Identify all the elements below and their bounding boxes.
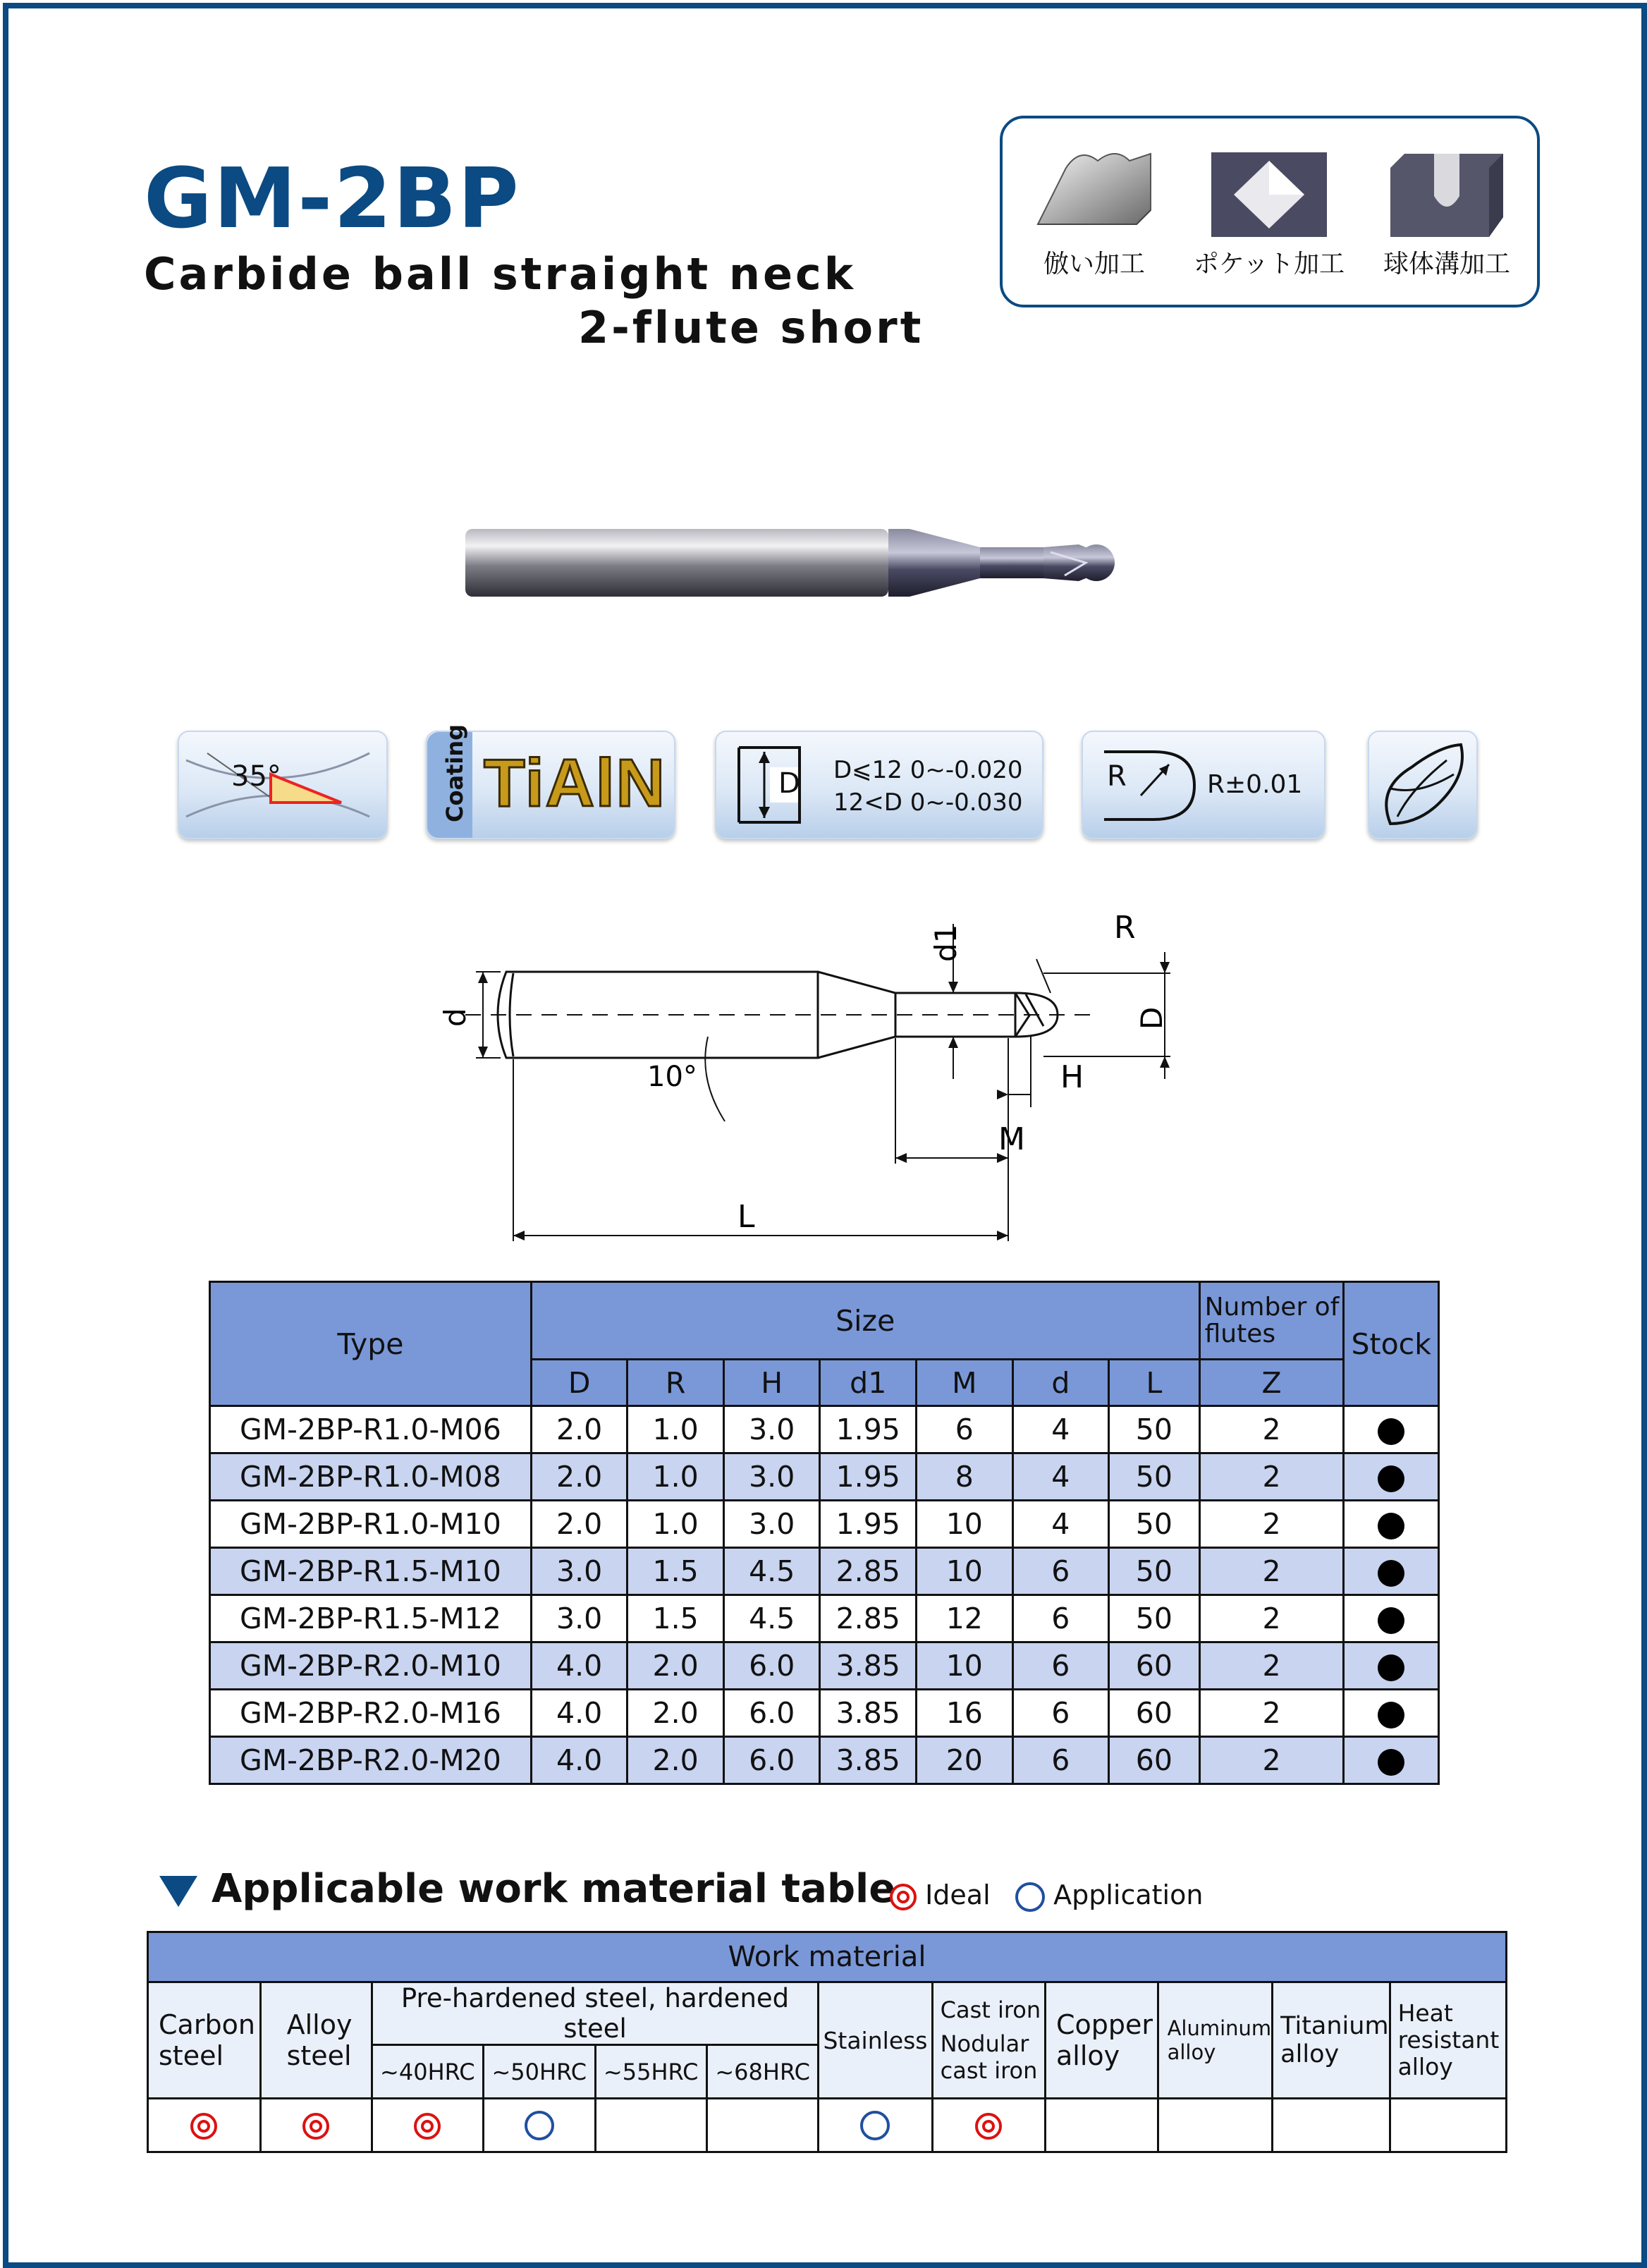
- cell-R: 2.0: [627, 1642, 724, 1690]
- cell-R: 1.0: [627, 1453, 724, 1501]
- cell-d1: 3.85: [820, 1642, 917, 1690]
- diameter-tolerance-line1: D⩽12 0~-0.020: [833, 756, 1023, 784]
- process-ball-groove-label: 球体溝加工: [1383, 250, 1510, 279]
- cell-M: 10: [917, 1501, 1013, 1548]
- cell-M: 20: [917, 1737, 1013, 1784]
- cell-type: GM-2BP-R1.5-M12: [210, 1595, 532, 1642]
- process-box: [1000, 116, 1540, 307]
- process-ball-groove: [1362, 147, 1531, 280]
- diagram-m-label: M: [998, 1121, 1025, 1157]
- stock-dot-icon: [1378, 1654, 1404, 1681]
- rating-row: [148, 2099, 1507, 2152]
- legend-application: [1015, 1879, 1203, 1912]
- rating-cell: [706, 2099, 818, 2152]
- product-subtitle-line1: Carbide ball straight neck: [144, 248, 856, 300]
- cast-iron-label: Cast iron: [940, 1996, 1041, 2023]
- cell-H: 6.0: [723, 1737, 820, 1784]
- cell-d1: 3.85: [820, 1690, 917, 1737]
- process-pocket-label: ポケット加工: [1193, 250, 1345, 279]
- ideal-icon: [975, 2113, 1002, 2140]
- stock-header: Stock: [1344, 1282, 1439, 1406]
- dimension-diagram: [423, 910, 1199, 1248]
- profiling-icon: [1031, 147, 1158, 238]
- legend-application-label: Application: [1053, 1879, 1204, 1910]
- work-material-header: Work material: [148, 1932, 1507, 1982]
- cell-d1: 2.85: [820, 1595, 917, 1642]
- radius-tolerance-badge: [1082, 731, 1325, 839]
- spec-table: [209, 1281, 1440, 1785]
- size-header: Size: [531, 1282, 1199, 1360]
- cell-R: 1.5: [627, 1595, 724, 1642]
- cell-d1: 2.85: [820, 1548, 917, 1595]
- diagram-h-label: H: [1060, 1059, 1084, 1095]
- process-profiling: [1010, 147, 1179, 280]
- cell-M: 8: [917, 1453, 1013, 1501]
- col-L: L: [1109, 1360, 1200, 1406]
- cell-d: 6: [1012, 1548, 1109, 1595]
- rating-cell: [932, 2099, 1045, 2152]
- ideal-icon: [414, 2113, 441, 2140]
- product-title: GM-2BP: [144, 150, 520, 247]
- cell-Z: 2: [1199, 1406, 1344, 1453]
- material-table: [147, 1931, 1507, 2153]
- table-row: [210, 1737, 1439, 1784]
- diagram-angle-label: 10°: [647, 1061, 697, 1093]
- diagram-r-label: R: [1114, 910, 1136, 946]
- flutes-header: Number of flutes: [1199, 1282, 1344, 1360]
- ideal-icon: [190, 2113, 217, 2140]
- diameter-icon: [723, 732, 815, 838]
- cell-stock: [1344, 1548, 1439, 1595]
- cell-H: 6.0: [723, 1690, 820, 1737]
- copper-alloy-label: Copper alloy: [1046, 1982, 1158, 2099]
- cell-stock: [1344, 1453, 1439, 1501]
- cell-H: 3.0: [723, 1453, 820, 1501]
- table-row: [210, 1548, 1439, 1595]
- cell-D: 3.0: [531, 1595, 627, 1642]
- cell-M: 12: [917, 1595, 1013, 1642]
- flute-shape-icon: [1369, 732, 1476, 838]
- stock-dot-icon: [1378, 1560, 1404, 1587]
- cell-d: 6: [1012, 1642, 1109, 1690]
- ideal-icon: [302, 2113, 329, 2140]
- cell-L: 50: [1109, 1501, 1200, 1548]
- coating-label: Coating: [441, 724, 468, 822]
- stock-dot-icon: [1378, 1465, 1404, 1492]
- pocket-icon: [1206, 147, 1333, 238]
- section-triangle-icon: [159, 1876, 197, 1908]
- cell-type: GM-2BP-R2.0-M10: [210, 1642, 532, 1690]
- cell-L: 50: [1109, 1406, 1200, 1453]
- col-H: H: [723, 1360, 820, 1406]
- col-d: d: [1012, 1360, 1109, 1406]
- cast-iron-cell: [932, 1982, 1045, 2099]
- product-subtitle-line2: 2-flute short: [578, 302, 924, 353]
- cell-d: 6: [1012, 1737, 1109, 1784]
- table-row: [210, 1406, 1439, 1453]
- cell-R: 1.0: [627, 1406, 724, 1453]
- legend-ideal-label: Ideal: [925, 1879, 991, 1910]
- rating-cell: [1046, 2099, 1158, 2152]
- stock-dot-icon: [1378, 1702, 1404, 1729]
- cell-R: 1.5: [627, 1548, 724, 1595]
- cell-H: 6.0: [723, 1642, 820, 1690]
- cell-d: 4: [1012, 1453, 1109, 1501]
- col-D: D: [531, 1360, 627, 1406]
- cell-d1: 3.85: [820, 1737, 917, 1784]
- table-row: [210, 1595, 1439, 1642]
- hrc-50: ~50HRC: [484, 2045, 595, 2099]
- cell-H: 3.0: [723, 1501, 820, 1548]
- helix-angle-icon: [179, 732, 386, 838]
- type-header: Type: [210, 1282, 532, 1406]
- coating-badge: [426, 724, 675, 839]
- cell-L: 50: [1109, 1595, 1200, 1642]
- cell-Z: 2: [1199, 1690, 1344, 1737]
- cell-M: 6: [917, 1406, 1013, 1453]
- cell-Z: 2: [1199, 1548, 1344, 1595]
- cell-D: 4.0: [531, 1690, 627, 1737]
- radius-symbol: R: [1107, 760, 1127, 793]
- ball-groove-icon: [1383, 147, 1510, 238]
- cell-d: 4: [1012, 1501, 1109, 1548]
- cell-D: 4.0: [531, 1642, 627, 1690]
- stock-dot-icon: [1378, 1749, 1404, 1776]
- cell-type: GM-2BP-R2.0-M20: [210, 1737, 532, 1784]
- cell-d: 6: [1012, 1595, 1109, 1642]
- table-row: [210, 1690, 1439, 1737]
- heat-resistant-alloy-label: Heat resistant alloy: [1390, 1982, 1506, 2099]
- cell-stock: [1344, 1595, 1439, 1642]
- cell-L: 50: [1109, 1453, 1200, 1501]
- cell-M: 16: [917, 1690, 1013, 1737]
- stock-dot-icon: [1378, 1418, 1404, 1445]
- diagram-d-label: d: [438, 1008, 472, 1027]
- cell-D: 4.0: [531, 1737, 627, 1784]
- nodular-cast-iron-label: Nodular cast iron: [940, 2030, 1038, 2084]
- helix-angle-value: 35°: [231, 760, 281, 793]
- application-icon: [1015, 1882, 1045, 1912]
- cell-R: 1.0: [627, 1501, 724, 1548]
- cell-R: 2.0: [627, 1690, 724, 1737]
- cell-stock: [1344, 1501, 1439, 1548]
- flute-shape-badge: [1368, 731, 1478, 839]
- rating-cell: [595, 2099, 706, 2152]
- diagram-l-label: L: [737, 1199, 755, 1235]
- diameter-tolerance-line2: 12<D 0~-0.030: [833, 788, 1023, 817]
- diagram-big-d-label: D: [1134, 1006, 1169, 1030]
- rating-cell: [260, 2099, 372, 2152]
- table-row: [210, 1642, 1439, 1690]
- hrc-68: ~68HRC: [706, 2045, 818, 2099]
- cell-d1: 1.95: [820, 1406, 917, 1453]
- application-icon: [525, 2111, 554, 2140]
- cell-L: 50: [1109, 1548, 1200, 1595]
- hrc-55: ~55HRC: [595, 2045, 706, 2099]
- cell-type: GM-2BP-R1.5-M10: [210, 1548, 532, 1595]
- cell-d: 4: [1012, 1406, 1109, 1453]
- rating-cell: [372, 2099, 483, 2152]
- rating-cell: [1390, 2099, 1506, 2152]
- coating-name: TiAlN: [484, 745, 666, 821]
- diagram-d1-label: d1: [929, 924, 963, 962]
- cell-type: GM-2BP-R2.0-M16: [210, 1690, 532, 1737]
- col-R: R: [627, 1360, 724, 1406]
- stock-dot-icon: [1378, 1513, 1404, 1540]
- cell-D: 2.0: [531, 1453, 627, 1501]
- process-profiling-label: 倣い加工: [1043, 250, 1145, 279]
- helix-angle-badge: [178, 731, 388, 839]
- rating-cell: [1158, 2099, 1273, 2152]
- stainless-label: Stainless: [819, 1982, 932, 2099]
- cell-type: GM-2BP-R1.0-M06: [210, 1406, 532, 1453]
- cell-Z: 2: [1199, 1595, 1344, 1642]
- cell-stock: [1344, 1406, 1439, 1453]
- table-row: [210, 1453, 1439, 1501]
- cell-stock: [1344, 1642, 1439, 1690]
- process-pocket: [1184, 147, 1354, 280]
- cell-M: 10: [917, 1642, 1013, 1690]
- col-M: M: [917, 1360, 1013, 1406]
- cell-D: 2.0: [531, 1406, 627, 1453]
- material-section-title: Applicable work material table: [212, 1866, 896, 1912]
- cell-stock: [1344, 1690, 1439, 1737]
- tool-photo: [458, 520, 1192, 605]
- stock-dot-icon: [1378, 1607, 1404, 1634]
- cell-d1: 1.95: [820, 1501, 917, 1548]
- cell-H: 4.5: [723, 1548, 820, 1595]
- cell-d: 6: [1012, 1690, 1109, 1737]
- cell-H: 4.5: [723, 1595, 820, 1642]
- cell-L: 60: [1109, 1690, 1200, 1737]
- cell-L: 60: [1109, 1737, 1200, 1784]
- cell-R: 2.0: [627, 1737, 724, 1784]
- legend-ideal: [890, 1879, 991, 1910]
- col-Z: Z: [1199, 1360, 1344, 1406]
- cell-stock: [1344, 1737, 1439, 1784]
- cell-M: 10: [917, 1548, 1013, 1595]
- rating-cell: [819, 2099, 932, 2152]
- hrc-40: ~40HRC: [372, 2045, 483, 2099]
- cell-type: GM-2BP-R1.0-M10: [210, 1501, 532, 1548]
- rating-cell: [484, 2099, 595, 2152]
- cell-Z: 2: [1199, 1453, 1344, 1501]
- ideal-icon: [890, 1884, 917, 1910]
- table-row: [210, 1501, 1439, 1548]
- aluminum-alloy-label: Aluminum alloy: [1158, 1982, 1273, 2099]
- cell-Z: 2: [1199, 1501, 1344, 1548]
- hardened-steel-label: Pre-hardened steel, hardened steel: [372, 1982, 819, 2045]
- carbon-steel-label: Carbon steel: [148, 1982, 261, 2099]
- titanium-alloy-label: Titanium alloy: [1273, 1982, 1390, 2099]
- rating-cell: [1273, 2099, 1390, 2152]
- col-d1: d1: [820, 1360, 917, 1406]
- cell-d1: 1.95: [820, 1453, 917, 1501]
- cell-D: 3.0: [531, 1548, 627, 1595]
- cell-Z: 2: [1199, 1737, 1344, 1784]
- application-icon: [860, 2111, 890, 2140]
- diameter-tolerance-badge: [715, 731, 1043, 839]
- diameter-symbol: D: [778, 767, 800, 800]
- cell-Z: 2: [1199, 1642, 1344, 1690]
- cell-D: 2.0: [531, 1501, 627, 1548]
- cell-type: GM-2BP-R1.0-M08: [210, 1453, 532, 1501]
- rating-cell: [148, 2099, 261, 2152]
- cell-L: 60: [1109, 1642, 1200, 1690]
- cell-H: 3.0: [723, 1406, 820, 1453]
- alloy-steel-label: Alloy steel: [260, 1982, 372, 2099]
- radius-tolerance: R±0.01: [1207, 770, 1303, 799]
